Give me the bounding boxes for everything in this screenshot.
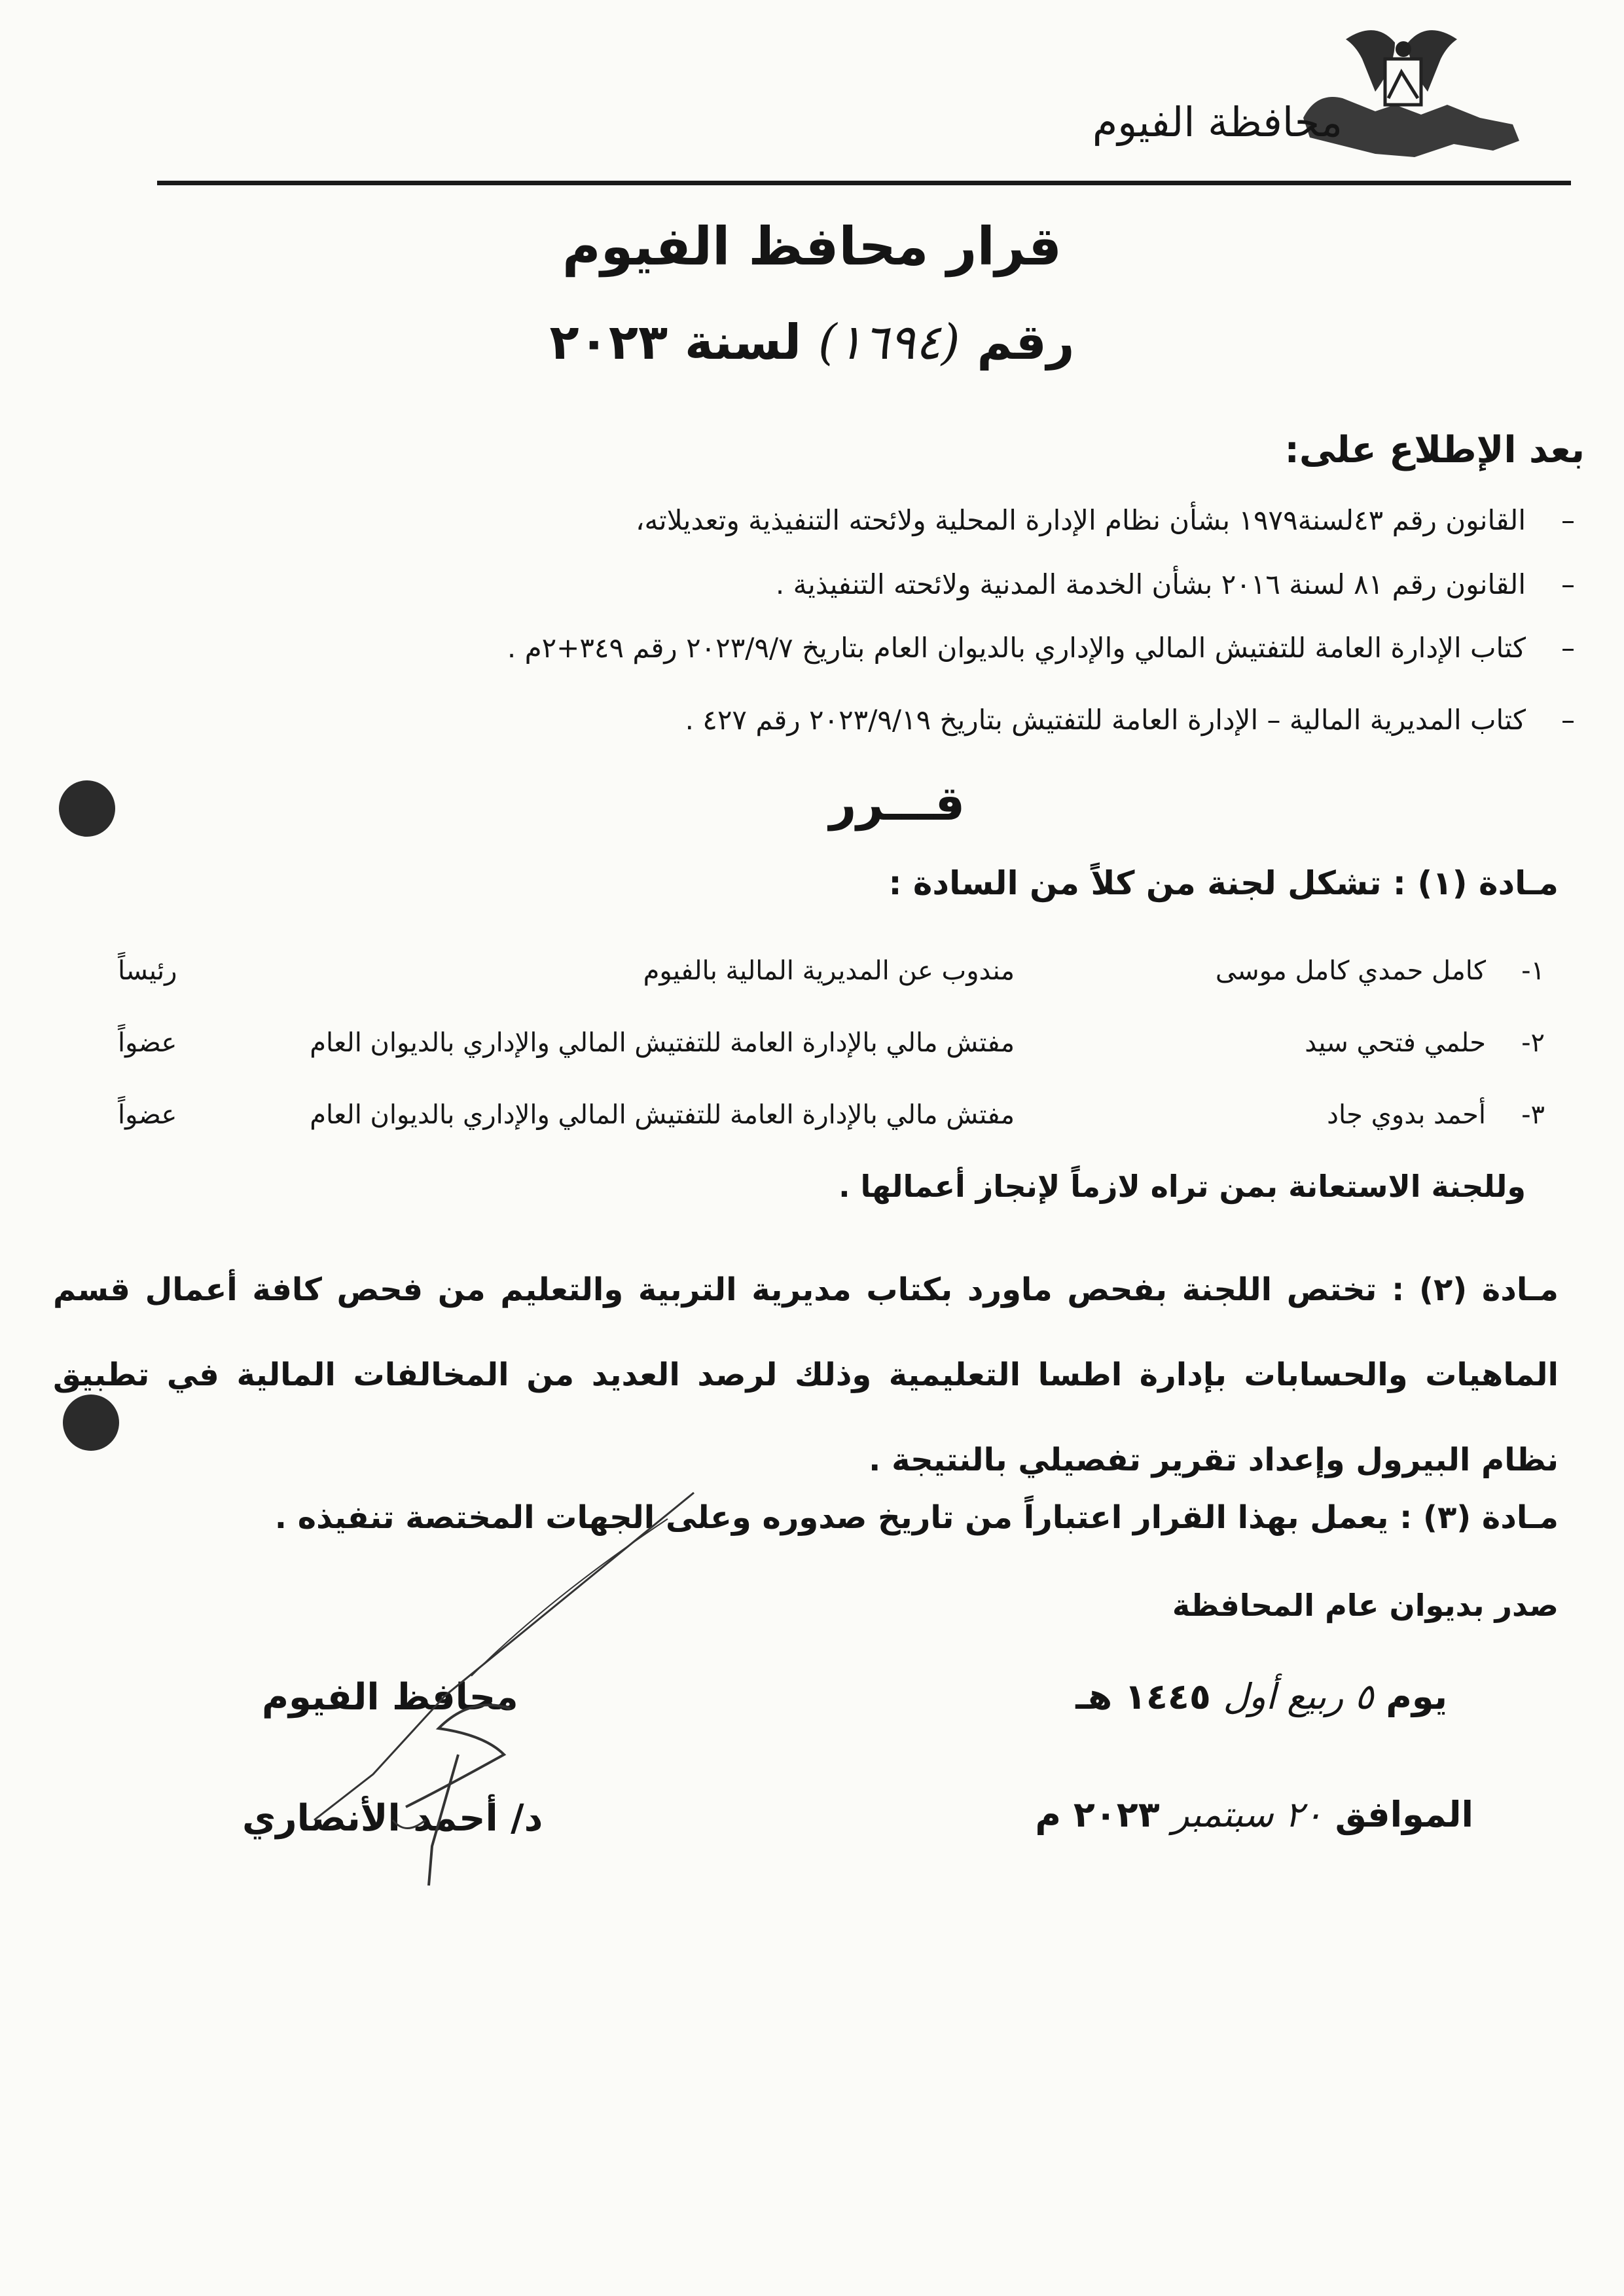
signatory-name: د/ أحمد الأنصاري [242,1797,543,1840]
member-description: مفتش مالي بالإدارة العامة للتفتيش المالي والإداري بالديوان العام [310,1028,1015,1058]
preamble-item: كتاب الإدارة العامة للتفتيش المالي والإداري بالديوان العام بتاريخ ٢٠٢٣/٩/٧ رقم ٣٤٩+٢م . – [507,632,1575,664]
governorate-emblem-icon [1297,20,1526,170]
number-suffix: لسنة ٢٠٢٣ [549,314,802,371]
member-role: رئيساً [118,956,177,986]
gregorian-date: الموافق ٢٠ سبتمبر ٢٠٢٣ م [1035,1794,1473,1835]
member-description: مندوب عن المديرية المالية بالفيوم [643,956,1015,986]
preamble-item: القانون رقم ٤٣لسنة١٩٧٩ بشأن نظام الإدارة المحلية ولائحته التنفيذية وتعديلاته، – [635,504,1575,536]
committee-member-row: ١- كامل حمدي كامل موسى مندوب عن المديرية المالية بالفيوم رئيساً [118,956,1545,986]
issued-at: صدر بديوان عام المحافظة [1172,1588,1559,1623]
handwritten-signature-icon [275,1480,733,1899]
punch-hole [63,1394,119,1451]
number-prefix: رقم [977,314,1075,371]
hijri-date: يوم ٥ ربيع أول ١٤٤٥ هـ [1075,1676,1447,1717]
article-2: مـادة (٢) : تختص اللجنة بفحص ماورد بكتاب مديرية التربية والتعليم من فحص كافة أعمال قسم الماهيات والحسابات بإدارة اطسا التعليمية وذلك لرصد العديد من المخالفات المالية في تطبيق نظام البيرول وإعداد تقرير تفصيلي بالنتيجة . [53,1271,1559,1478]
article-1-heading: مـادة (١) : تشكل لجنة من كلاً من السادة : [888,864,1559,902]
member-name: حلمي فتحي سيد [1305,1028,1486,1058]
committee-member-row: ٣- أحمد بدوي جاد مفتش مالي بالإدارة العامة للتفتيش المالي والإداري بالديوان العام عضواً [118,1100,1545,1130]
member-role: عضواً [118,1100,177,1130]
member-name: كامل حمدي كامل موسى [1215,956,1486,986]
article-3: مـادة (٣) : يعمل بهذا القرار اعتباراً من تاريخ صدوره وعلى الجهات المختصة تنفيذه . [274,1499,1559,1536]
member-description: مفتش مالي بالإدارة العامة للتفتيش المالي والإداري بالديوان العام [310,1100,1015,1130]
signatory-title: محافظ الفيوم [262,1676,518,1719]
preamble-item: القانون رقم ٨١ لسنة ٢٠١٦ بشأن الخدمة المدنية ولائحته التنفيذية . – [775,568,1575,600]
document-title: قرار محافظ الفيوم [562,216,1062,277]
committee-member-row: ٢- حلمي فتحي سيد مفتش مالي بالإدارة العامة للتفتيش المالي والإداري بالديوان العام عضواً [118,1028,1545,1058]
preamble-heading: بعد الإطلاع على: [1284,429,1585,471]
member-name: أحمد بدوي جاد [1327,1100,1486,1130]
document-number [0,314,1624,371]
header-divider [157,181,1571,185]
committee-note: وللجنة الاستعانة بمن تراه لازماً لإنجاز أعمالها . [839,1169,1526,1204]
decision-heading: قـــرر [829,776,965,831]
number-value: (١٦٩٤) [818,314,960,371]
preamble-item: كتاب المديرية المالية – الإدارة العامة للتفتيش بتاريخ ٢٠٢٣/٩/١٩ رقم ٤٢٧ . – [685,704,1575,736]
header-organization: محافظة الفيوم [1092,98,1343,146]
punch-hole [59,780,115,837]
member-role: عضواً [118,1028,177,1058]
hijri-handwritten: ٥ ربيع أول [1223,1676,1374,1717]
greg-handwritten: ٢٠ سبتمبر [1172,1794,1323,1835]
